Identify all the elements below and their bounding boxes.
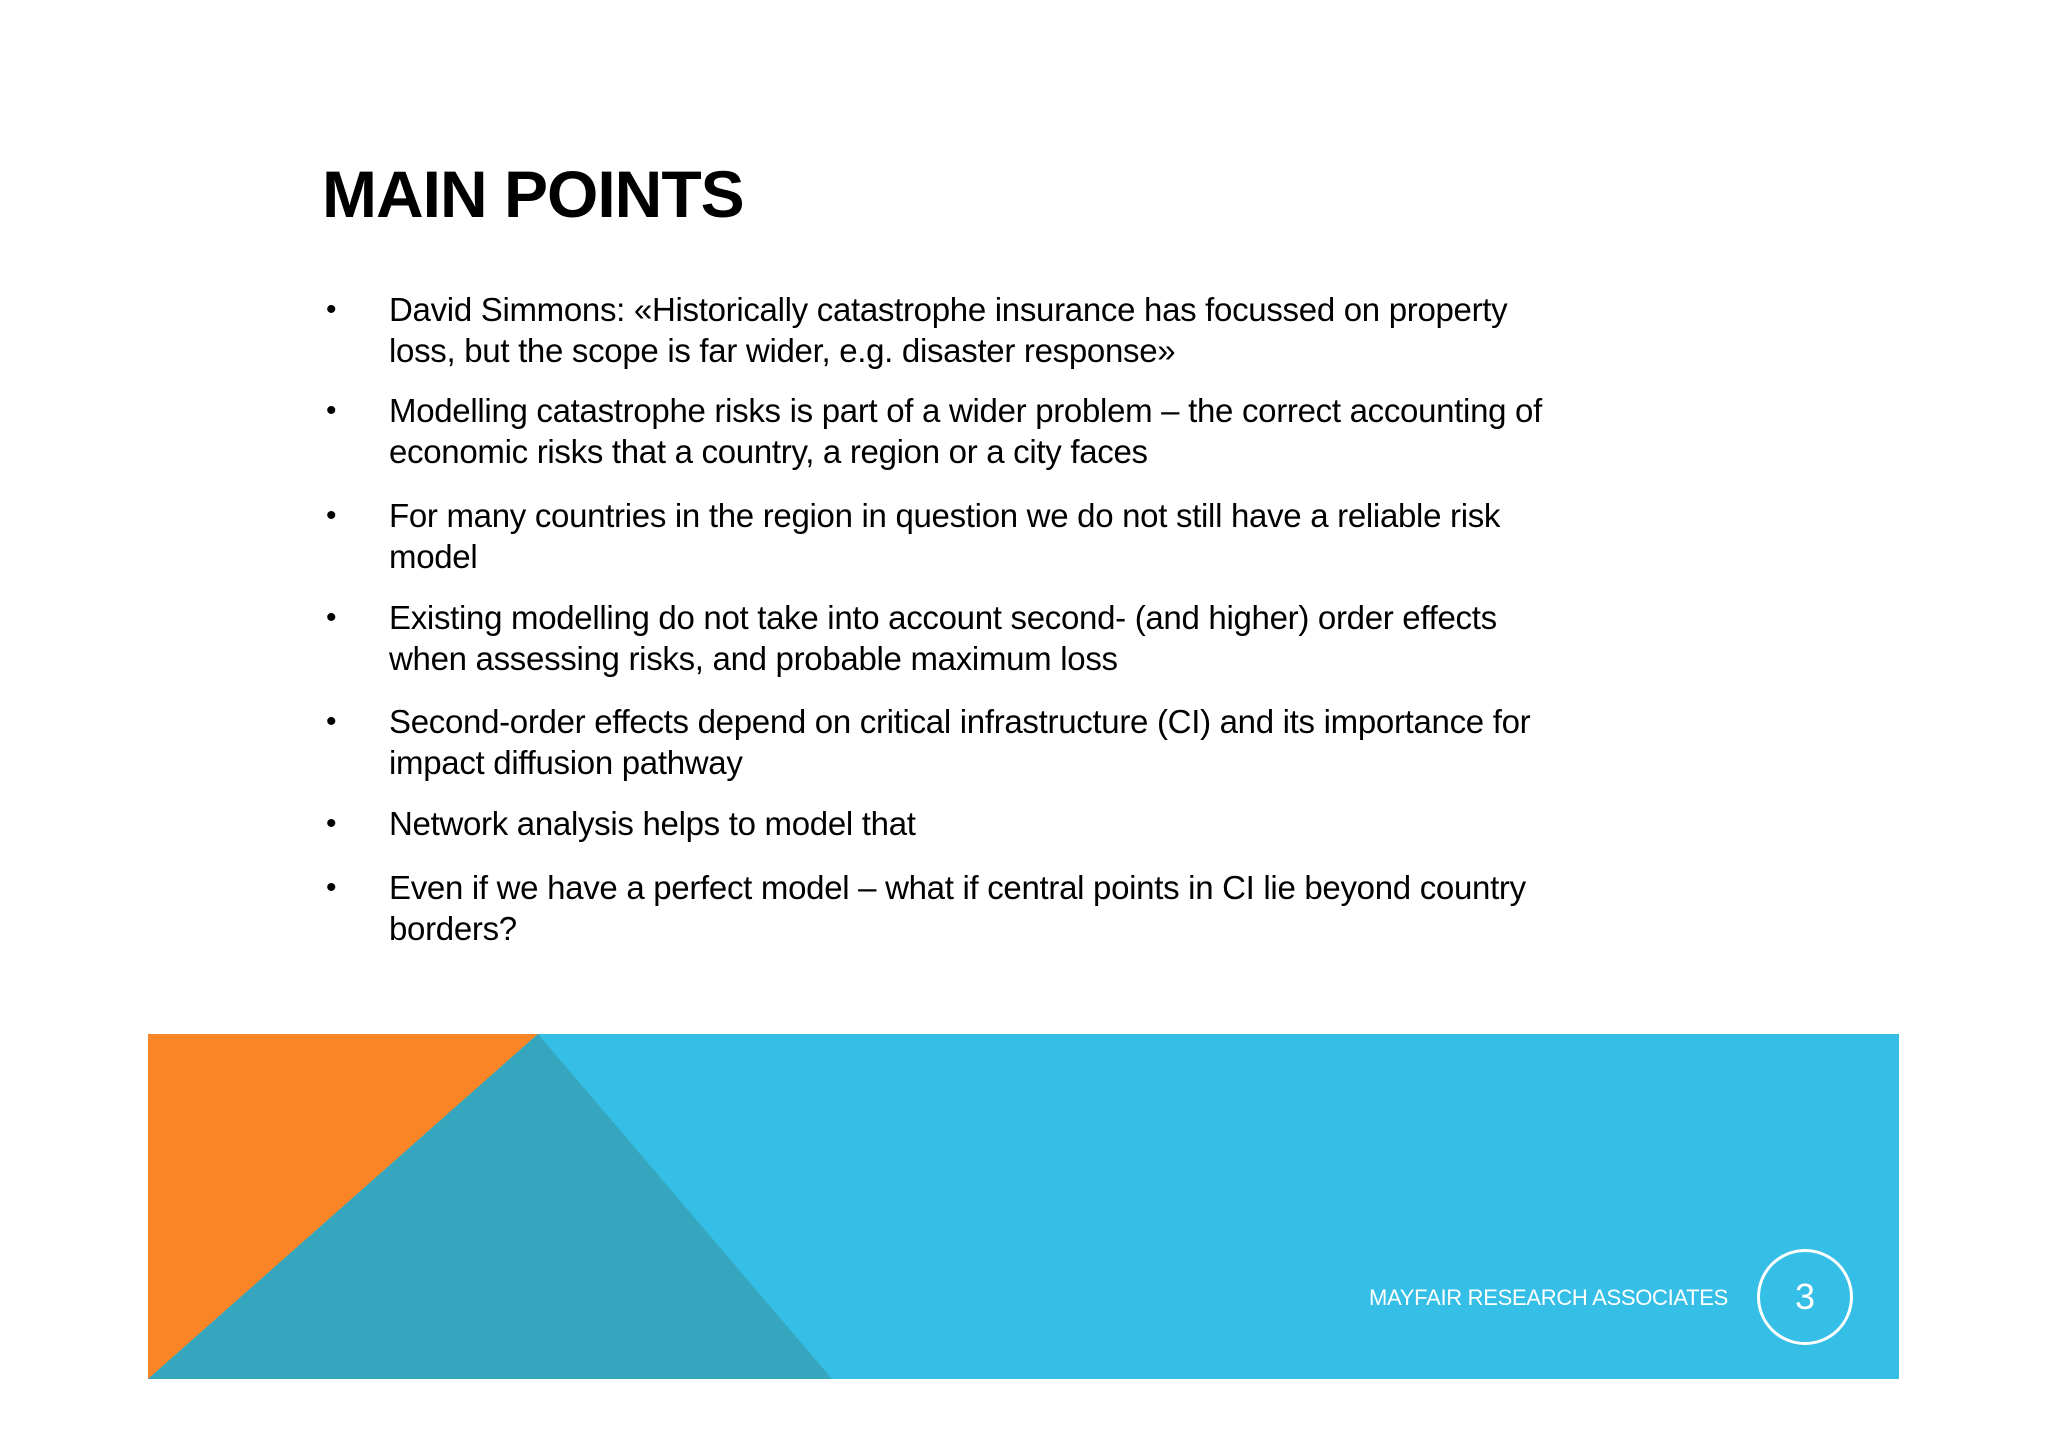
bullet-text-line: borders? bbox=[389, 910, 517, 947]
bullet-text-line: Network analysis helps to model that bbox=[389, 805, 916, 842]
bullet-text-line: For many countries in the region in question we do not still have a reliable risk bbox=[389, 497, 1501, 534]
bullet-text-line: when assessing risks, and probable maximum loss bbox=[389, 640, 1118, 677]
bullet-text-line: Existing modelling do not take into account second- (and higher) order effects bbox=[389, 599, 1497, 636]
bullet-text-line: loss, but the scope is far wider, e.g. disaster response» bbox=[389, 332, 1176, 369]
bullet-text-line: model bbox=[389, 538, 478, 575]
bullet-icon: • bbox=[326, 394, 337, 427]
slide-title: MAIN POINTS bbox=[322, 157, 744, 231]
bullet-icon: • bbox=[326, 705, 337, 738]
bullet-icon: • bbox=[326, 499, 337, 532]
bullet-icon: • bbox=[326, 601, 337, 634]
bullet-text-line: impact diffusion pathway bbox=[389, 744, 743, 781]
bullet-text-line: Second-order effects depend on critical infrastructure (CI) and its importance for bbox=[389, 703, 1531, 740]
bullet-icon: • bbox=[326, 807, 337, 840]
footer-company-name: MAYFAIR RESEARCH ASSOCIATES bbox=[1369, 1285, 1729, 1310]
bullet-text-line: Even if we have a perfect model – what if central points in CI lie beyond country bbox=[389, 869, 1526, 906]
page-number-badge: 3 bbox=[1757, 1249, 1853, 1345]
bullet-text-line: David Simmons: «Historically catastrophe insurance has focussed on property bbox=[389, 291, 1508, 328]
bullet-text-line: Modelling catastrophe risks is part of a wider problem – the correct accounting of bbox=[389, 392, 1542, 429]
bullet-icon: • bbox=[326, 871, 337, 904]
bullet-text-line: economic risks that a country, a region or a city faces bbox=[389, 433, 1148, 470]
bullet-icon: • bbox=[326, 293, 337, 326]
